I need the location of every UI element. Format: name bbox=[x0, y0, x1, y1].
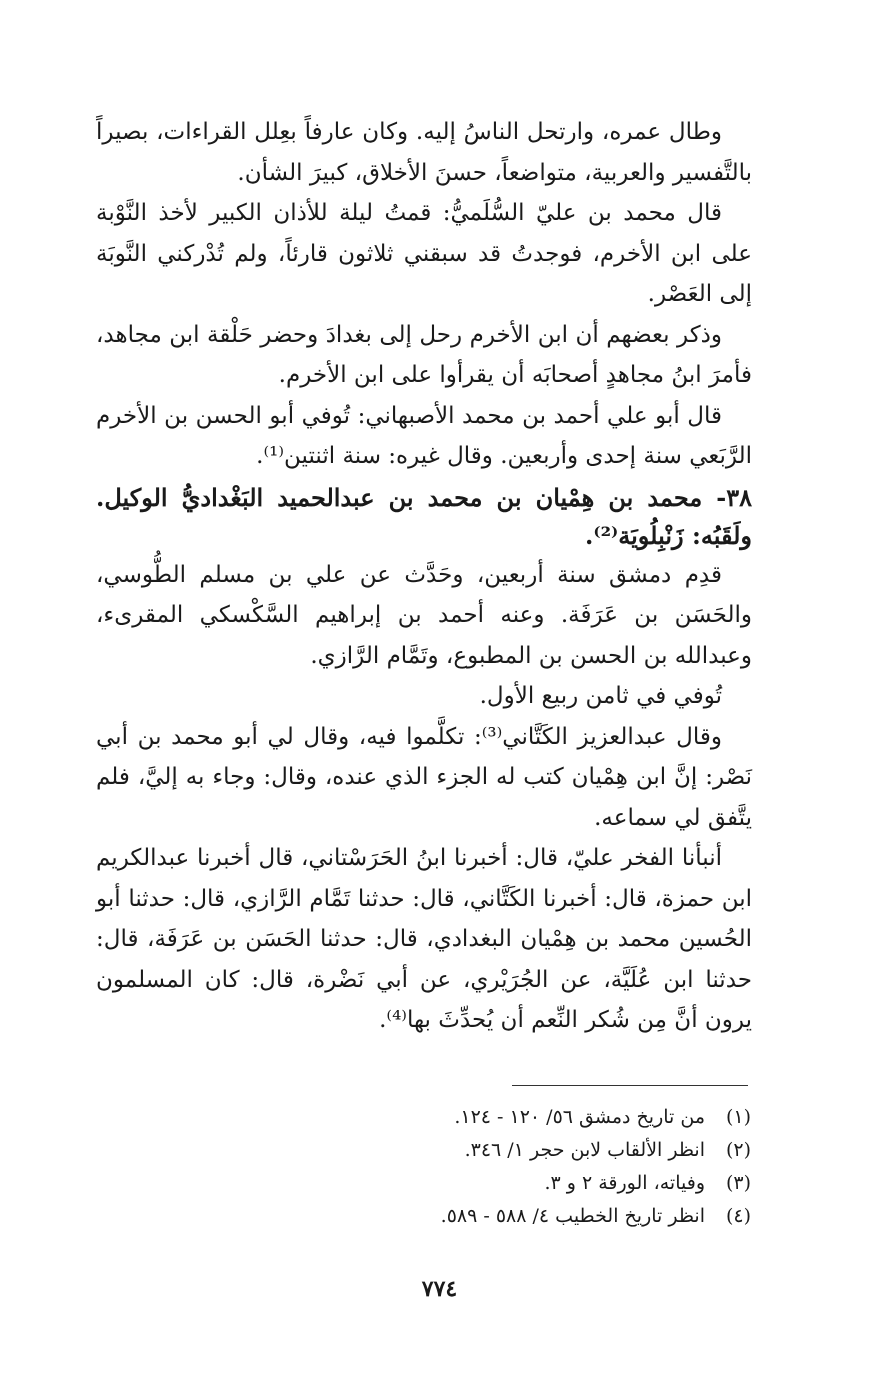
footnote-item bbox=[151, 1200, 751, 1233]
page-number: ٧٧٤ bbox=[421, 1276, 458, 1302]
footnote-number: (١) bbox=[725, 1106, 751, 1128]
footnote-item bbox=[151, 1134, 751, 1167]
paragraph-3: وذكر بعضهم أن ابن الأخرم رحل إلى بغدادَ وحضر حَلْقة ابن مجاهد، فأمرَ ابنُ مجاهدٍ أصحابَه أن يقرأوا على ابن الأخرم. bbox=[96, 321, 752, 388]
paragraph-1: وطال عمره، وارتحل الناسُ إليه. وكان عارفاً بعِلل القراءات، بصيراً بالتَّفسير والعربية، متواضعاً، حسنَ الأخلاق، كبيرَ الشأن. bbox=[96, 119, 752, 186]
footnote-text: وفياته، الورقة ٢ و ٣. bbox=[544, 1172, 705, 1194]
footnote-number: (٤) bbox=[725, 1205, 751, 1227]
footnote-number: (٢) bbox=[725, 1139, 751, 1161]
paragraph-4: قال أبو علي أحمد بن محمد الأصبهاني: تُوفي أبو الحسن بن الأخرم الرَّبَعي سنة إحدى وأربعين. وقال غيره: سنة اثنتين⁽¹⁾. bbox=[96, 402, 752, 469]
footnote-number: (٣) bbox=[725, 1172, 751, 1194]
footnote-text: انظر الألقاب لابن حجر ١/ ٣٤٦. bbox=[464, 1139, 705, 1161]
entry-paragraph-1: قدِم دمشق سنة أربعين، وحَدَّث عن علي بن مسلم الطُّوسي، والحَسَن بن عَرَفَة. وعنه أحمد بن إبراهيم السَّكْسكي المقرىء، وعبدالله بن الحسن بن المطبوع، وتَمَّام الرَّازي. bbox=[96, 561, 752, 669]
entry-paragraph-3: وقال عبدالعزيز الكَتَّاني⁽³⁾: تكلَّموا فيه، وقال لي أبو محمد بن أبي نَصْر: إنَّ ابن هِمْيان كتب له الجزء الذي عنده، وقال: وجاء به إليَّ، فلم يتَّفق لي سماعه. bbox=[96, 723, 752, 831]
footnote-text: من تاريخ دمشق ٥٦/ ١٢٠ - ١٢٤. bbox=[454, 1106, 705, 1128]
footnote-divider bbox=[512, 1085, 748, 1086]
entry-heading: ٣٨- محمد بن هِمْيان بن محمد بن عبدالحميد البَغْداديُّ الوكيل. ولَقَبُه: زَنْبِلُويَة⁽²⁾. bbox=[96, 482, 752, 550]
footnotes-list bbox=[151, 1101, 751, 1233]
paragraph-2: قال محمد بن عليّ السُّلَميُّ: قمتُ ليلة للأذان الكبير لأخذ النَّوْبة على ابن الأخرم، فوجدتُ قد سبقني ثلاثون قارئاً، ولم تُدْركني النَّوبَة إلى العَصْر. bbox=[96, 200, 752, 307]
footnote-item bbox=[151, 1101, 751, 1134]
main-text bbox=[96, 112, 752, 1041]
entry-paragraph-2: تُوفي في ثامن ربيع الأول. bbox=[479, 683, 722, 709]
footnote-text: انظر تاريخ الخطيب ٤/ ٥٨٨ - ٥٨٩. bbox=[440, 1205, 705, 1227]
footnote-item bbox=[151, 1167, 751, 1200]
entry-paragraph-4: أنبأنا الفخر عليّ، قال: أخبرنا ابنُ الحَرَسْتاني، قال أخبرنا عبدالكريم ابن حمزة، قال: أخبرنا الكَتَّاني، قال: حدثنا تَمَّام الرَّازي، قال: حدثنا أبو الحُسين محمد بن هِمْيان البغدادي، قال: حدثنا الحَسَن بن عَرَفَة، قال: حدثنا ابن عُلَيَّة، عن الجُرَيْري، عن أبي نَضْرة، قال: كان المسلمون يرون أنَّ مِن شُكر النِّعم أن يُحدِّثَ بها⁽⁴⁾. bbox=[96, 845, 752, 1033]
